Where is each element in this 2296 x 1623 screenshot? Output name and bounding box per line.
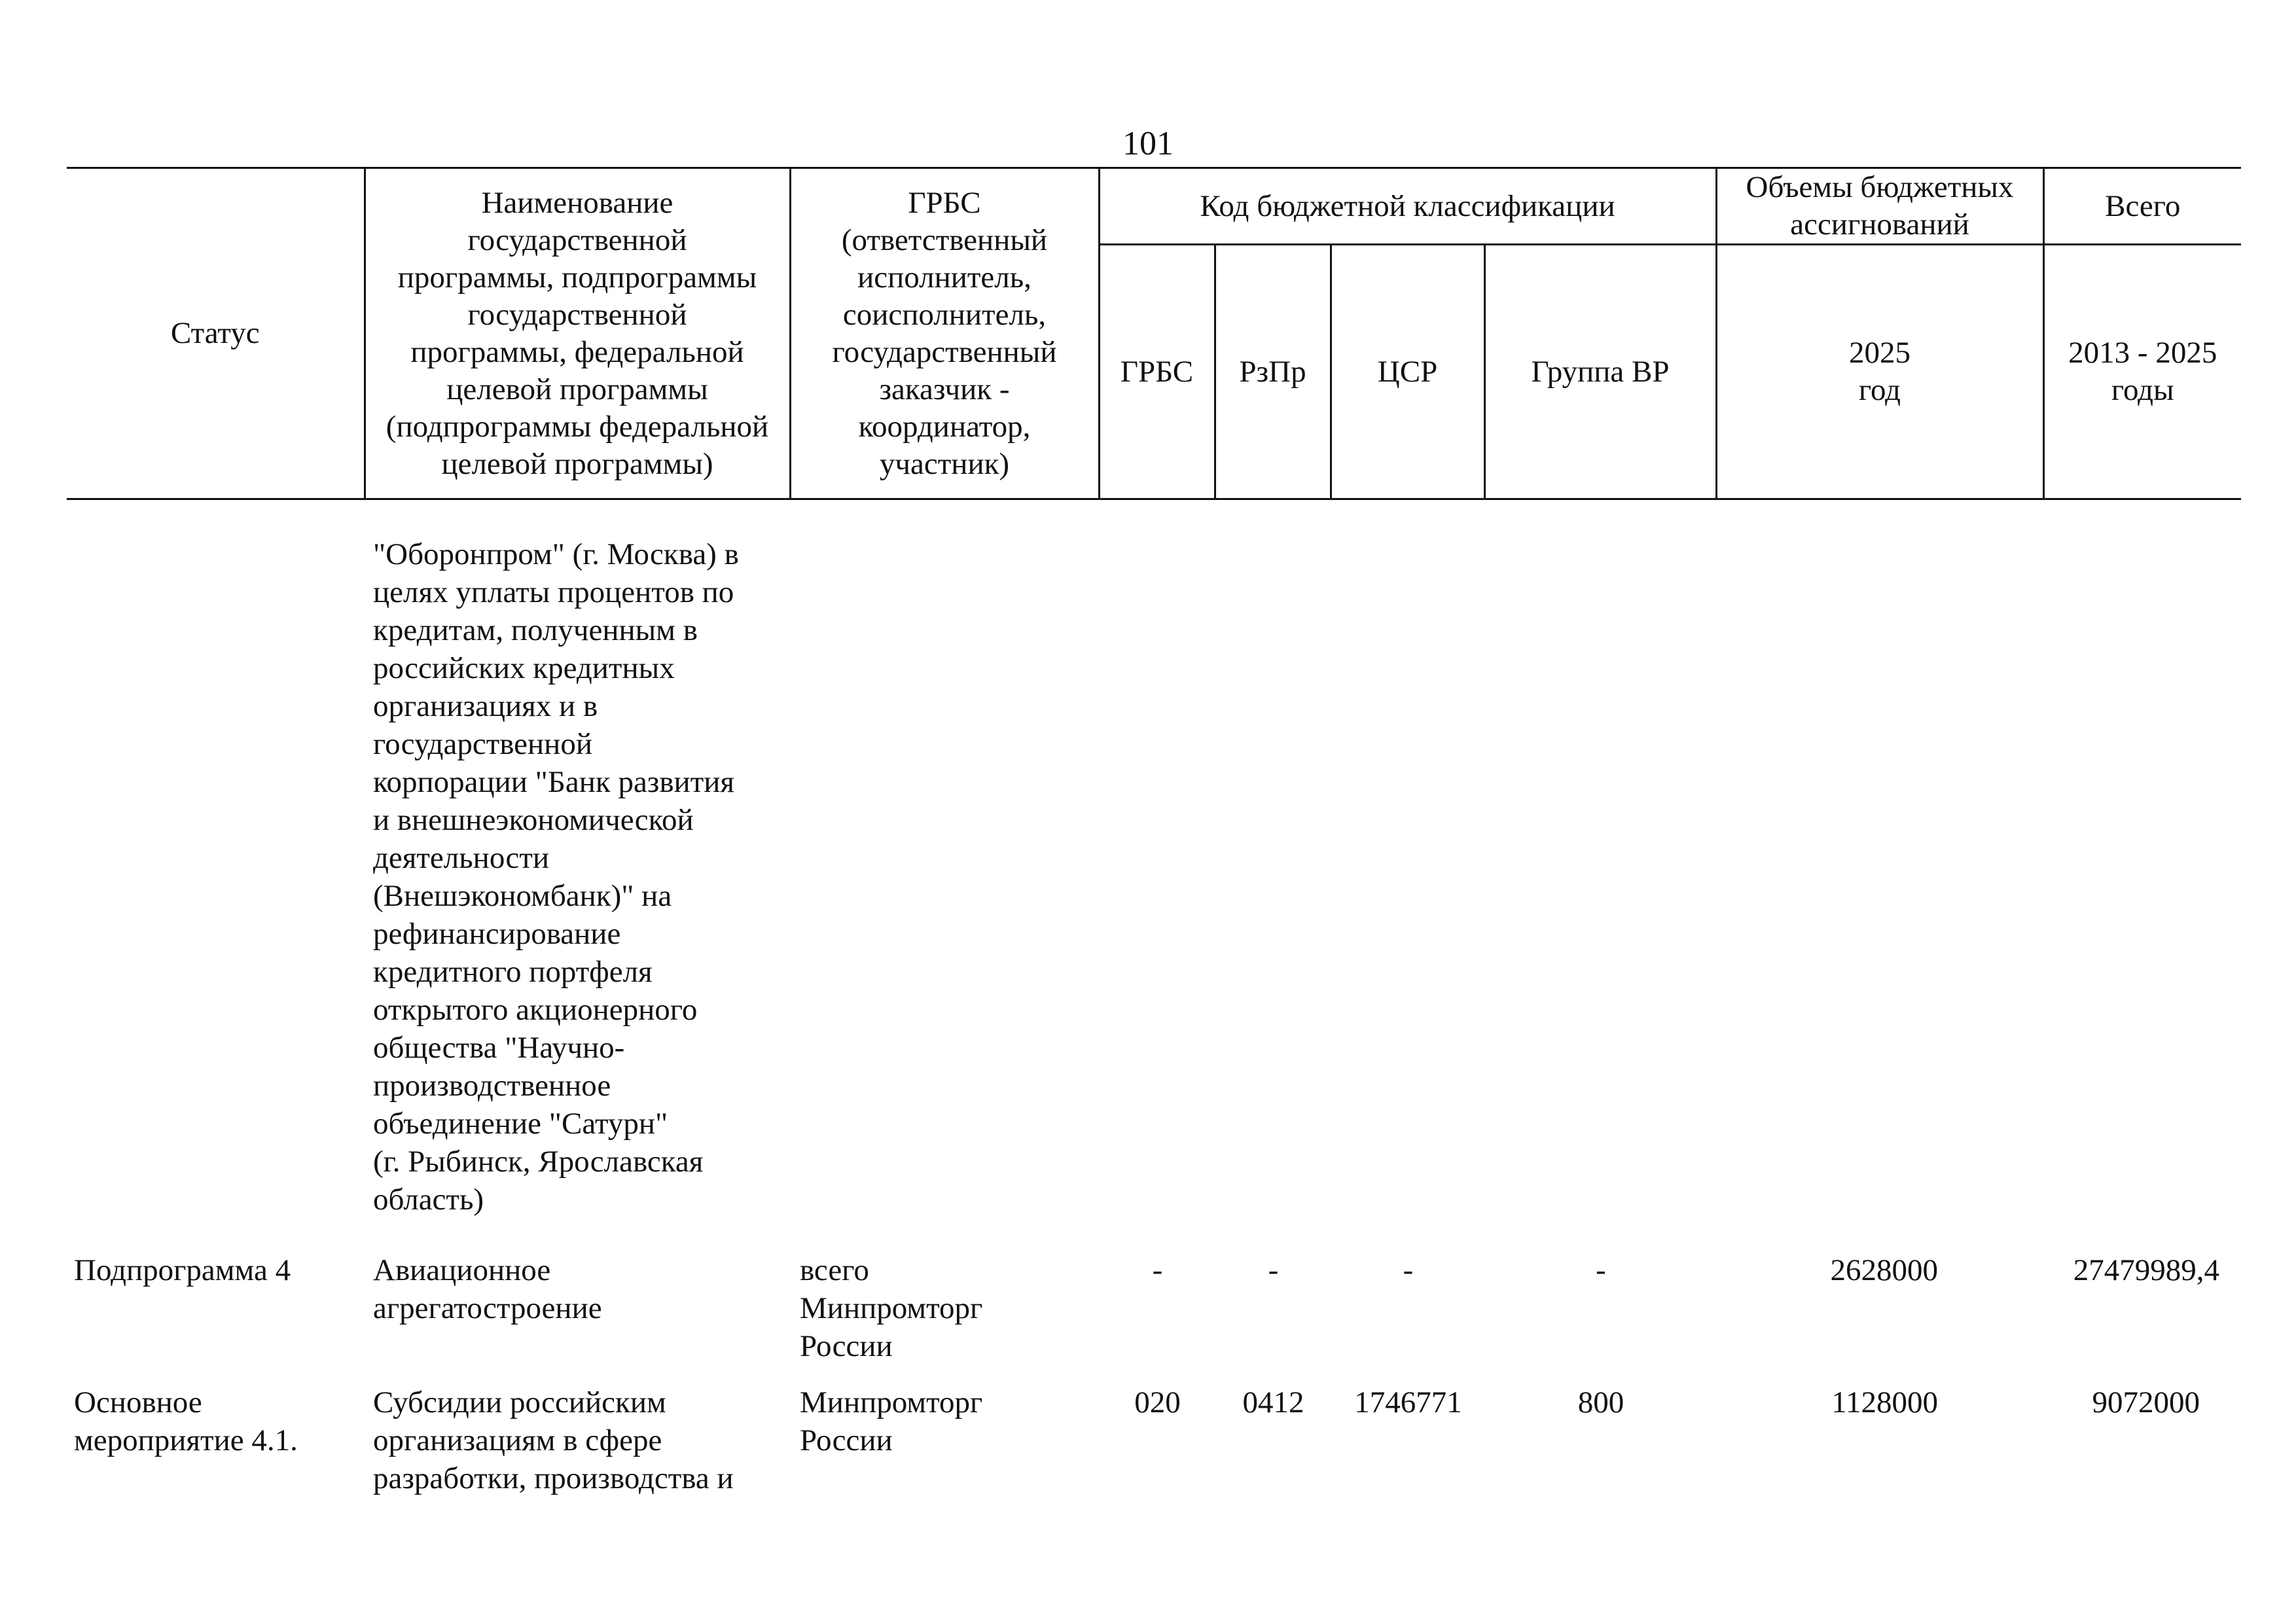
continuation-name-text: "Оборонпром" (г. Москва) в целях уплаты процентов по кредитам, полученным в российских кредитных организациях и в государственной корпорации "Банк развития и внешнеэкономической деятельности (Внешэкономбанк)" на рефинансирование кредитного портфеля открытого акционерного общества "Научно- производственное объединение "Сатурн" (г. Рыбинск, Ярославская область) — [373, 537, 739, 1217]
row-status: Основное мероприятие 4.1. — [74, 1385, 298, 1457]
row-rzpr: - — [1268, 1253, 1279, 1287]
header-year-2025: 2025 год — [1716, 245, 2043, 499]
header-status: Статус — [67, 168, 365, 499]
row-responsible: всего Минпромторг России — [800, 1253, 983, 1363]
row-status: Подпрограмма 4 — [74, 1253, 291, 1287]
row-grbs: 020 — [1134, 1385, 1181, 1419]
header-budget-code: Код бюджетной классификации — [1099, 168, 1716, 245]
row-responsible: Минпромторг России — [800, 1385, 983, 1457]
header-years-total: 2013 - 2025 годы — [2043, 245, 2241, 499]
row-amount-total: 27479989,4 — [2073, 1253, 2219, 1287]
row-group-vr: 800 — [1577, 1385, 1624, 1419]
row-grbs: - — [1152, 1253, 1163, 1287]
row-amount-2025: 1128000 — [1831, 1385, 1938, 1419]
header-rzpr: РзПр — [1215, 245, 1331, 499]
header-total: Всего — [2043, 168, 2241, 245]
row-group-vr: - — [1596, 1253, 1606, 1287]
row-csr: 1746771 — [1354, 1385, 1462, 1419]
row-rzpr: 0412 — [1242, 1385, 1304, 1419]
header-budget-volumes: Объемы бюджетных ассигнований — [1716, 168, 2043, 245]
page-number: 101 — [1122, 125, 1174, 162]
row-name: Субсидии российским организациям в сфере разработки, производства и — [373, 1385, 734, 1495]
header-grbs: ГРБС — [1099, 245, 1215, 499]
header-responsible: ГРБС (ответственный исполнитель, соисполнитель, государственный заказчик - координатор, участник) — [790, 168, 1099, 499]
header-program-name: Наименование государственной программы, подпрограммы государственной программы, федеральной целевой программы (подпрограммы федеральной целевой программы) — [365, 168, 790, 499]
row-amount-total: 9072000 — [2092, 1385, 2200, 1419]
row-name: Авиационное агрегатостроение — [373, 1253, 602, 1325]
row-amount-2025: 2628000 — [1830, 1253, 1938, 1287]
budget-table-header — [67, 167, 2241, 500]
header-group-vr: Группа ВР — [1484, 245, 1716, 499]
header-csr: ЦСР — [1331, 245, 1484, 499]
row-csr: - — [1403, 1253, 1414, 1287]
